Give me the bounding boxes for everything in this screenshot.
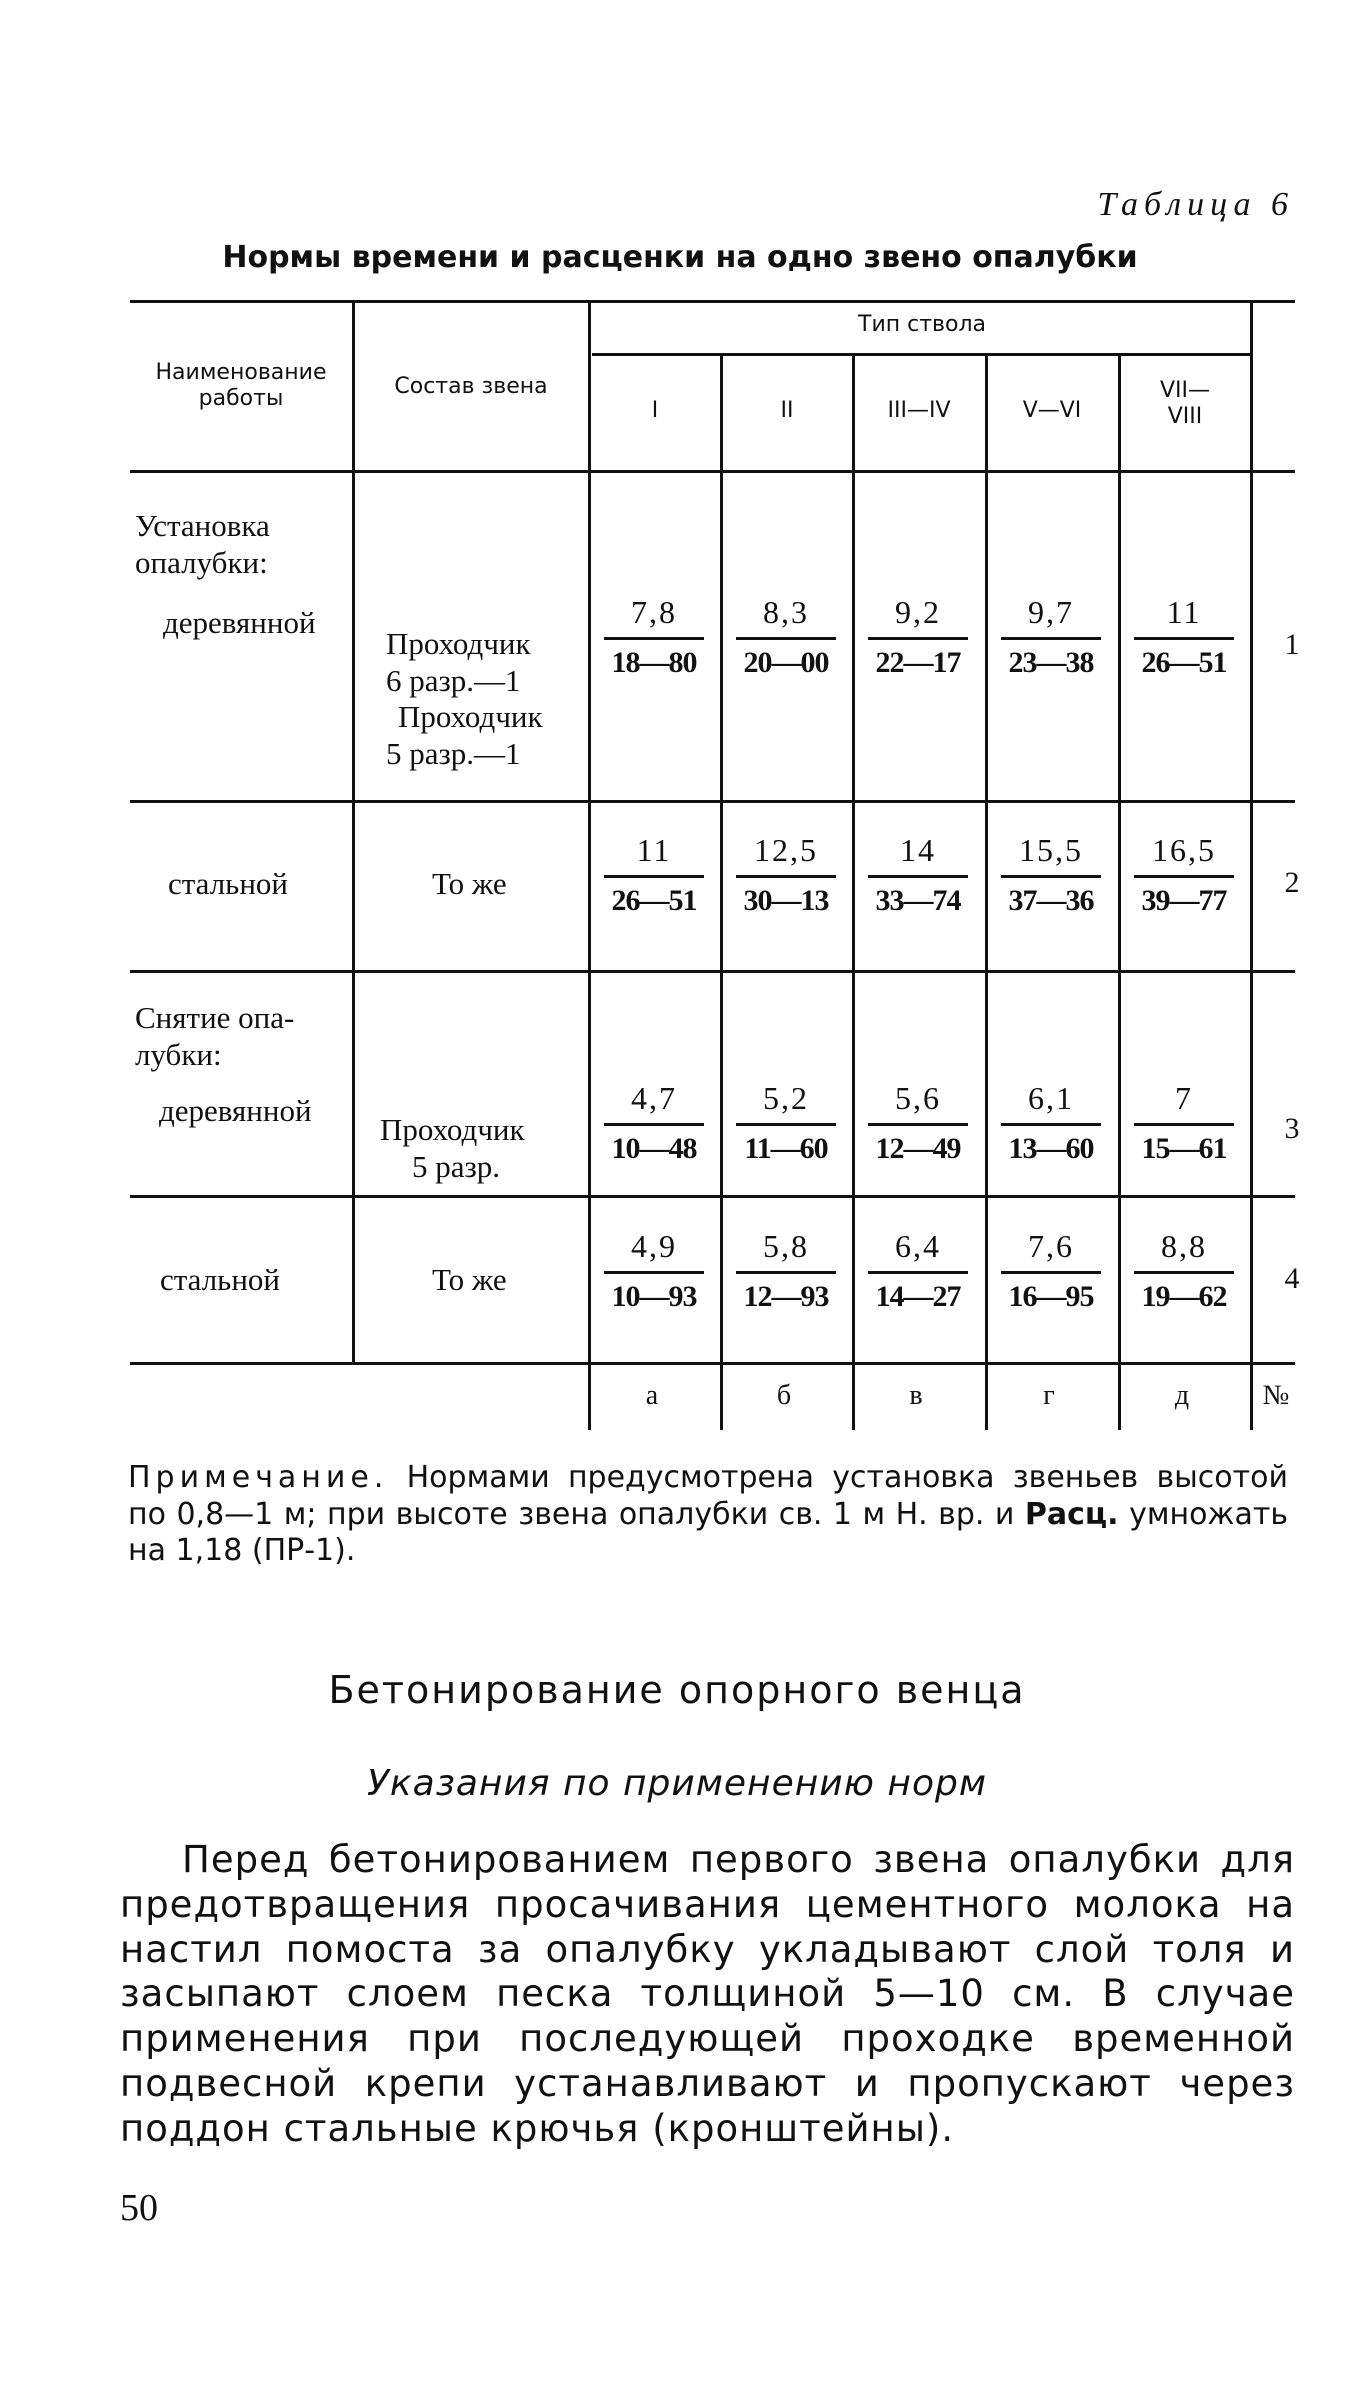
row3-crew-line-1: Проходчик [380,1112,525,1147]
norm-value: 12,5 [754,832,818,868]
header-shaft-type: Тип ствола [858,312,986,337]
table-label: Таблица 6 [1097,186,1294,223]
rate-value: 14—27 [875,1280,961,1313]
header-col-I: I [651,398,659,423]
note-bold: Расц. [1024,1496,1119,1532]
row4-number: 4 [1284,1262,1300,1295]
header-col-VIII-line: VIII [1167,403,1203,429]
rate-value: 19—62 [1141,1280,1227,1313]
norm-value: 6,1 [1028,1080,1074,1116]
col-divider-II [720,353,723,1430]
rate-value: 37—36 [1008,884,1094,917]
row3-cell-I [598,1080,710,1166]
row3-work-line-1: Снятие опа- [135,1000,295,1035]
row2-crew: То же [432,866,507,901]
shaft-type-underline [592,353,1252,356]
row4-cell-III-IV [862,1228,974,1314]
norm-value: 5,6 [895,1080,941,1116]
row1-crew-line-1: Проходчик [386,626,531,661]
row4-cell-II [730,1228,842,1314]
col-divider-I [588,300,591,1430]
row1-cell-VII-VIII [1128,594,1240,680]
row1-work [135,508,316,642]
row1-cell-II [730,594,842,680]
header-col-III-IV: III—IV [887,398,951,423]
subsection-title: Указания по применению норм [366,1763,987,1804]
row3-cell-II [730,1080,842,1166]
row2-cell-I [598,832,710,918]
col-divider-V [985,353,988,1430]
norm-value: 7,8 [631,594,677,630]
footer-col-a: а [645,1380,659,1411]
row4-crew: То же [432,1262,507,1297]
header-work-name-line-1: Наименование [155,360,327,385]
header-col-V-VI: V—VI [1022,398,1082,423]
row3-cell-III-IV [862,1080,974,1166]
rate-value: 11—60 [744,1132,828,1165]
norm-value: 11 [1166,594,1202,630]
rate-value: 15—61 [1141,1132,1227,1165]
footer-col-v: в [909,1380,923,1411]
rate-value: 10—93 [611,1280,697,1313]
header-crew: Состав звена [394,374,548,399]
row3-cell-VII-VIII [1128,1080,1240,1166]
row3-number: 3 [1284,1112,1300,1145]
norm-value: 9,7 [1028,594,1074,630]
note-label: Примечание. [128,1460,389,1495]
row3-crew-line-2: 5 разр. [412,1148,501,1184]
row2-cell-II [730,832,842,918]
row3-work-line-2: лубки: [135,1036,222,1072]
norm-value: 15,5 [1019,832,1083,868]
col-divider-VII [1118,353,1121,1430]
rate-value: 30—13 [743,884,829,917]
norm-value: 5,8 [763,1228,809,1264]
row4-cell-VII-VIII [1128,1228,1240,1314]
col-divider-num [1250,300,1253,1430]
row4-cell-V-VI [995,1228,1107,1314]
row2-cell-V-VI [995,832,1107,918]
row2-work: стальной [168,866,289,901]
norm-value: 4,9 [631,1228,677,1264]
row1-crew-line-3: Проходчик [398,699,543,735]
row1-work-line-1: Установка [135,508,270,543]
norm-value: 14 [900,832,936,868]
norm-value: 11 [636,832,672,868]
header-col-VII-line: VII— [1159,378,1211,403]
row1-work-line-2: опалубки: [135,544,268,580]
section-title: Бетонирование опорного венца [328,1668,1026,1712]
header-col-II: II [780,398,794,423]
norm-value: 6,4 [895,1228,941,1264]
rate-value: 33—74 [875,884,961,917]
row1-work-line-3: деревянной [163,605,316,641]
row1-crew-line-2: 6 разр.—1 [386,662,521,698]
header-col-VII-VIII [1122,378,1248,430]
footer-num-sign: № [1262,1380,1290,1411]
rate-value: 39—77 [1141,884,1227,917]
rate-value: 22—17 [875,646,961,679]
rate-value: 12—49 [875,1132,961,1165]
row3-work-line-3: деревянной [159,1093,312,1129]
norm-value: 9,2 [895,594,941,630]
row4-work: стальной [160,1262,281,1297]
row2-cell-VII-VIII [1128,832,1240,918]
norm-value: 5,2 [763,1080,809,1116]
row3-cell-V-VI [995,1080,1107,1166]
note-text: Нормами предусмотрена установка звеньев высотой по 0,8—1 м; при высоте звена опалубки св. 1 м Н. вр. и [128,1460,1288,1532]
rate-value: 26—51 [1141,646,1227,679]
row2-cell-III-IV [862,832,974,918]
rate-value: 26—51 [611,884,697,917]
norm-value: 16,5 [1152,832,1216,868]
row3-work [135,1000,312,1130]
col-divider-crew [352,300,355,1362]
page-number: 50 [120,2187,158,2229]
note-text-end: умножать на 1,18 (ПР-1). [128,1496,1288,1569]
rate-value: 13—60 [1008,1132,1094,1165]
rate-value: 12—93 [743,1280,829,1313]
row1-crew [386,626,543,772]
table-title: Нормы времени и расценки на одно звено опалубки [222,240,1138,275]
norm-value: 4,7 [631,1080,677,1116]
rate-value: 10—48 [611,1132,697,1165]
row1-crew-line-4: 5 разр.—1 [386,735,521,771]
norm-value: 7 [1175,1080,1193,1116]
row1-cell-V-VI [995,594,1107,680]
rate-value: 20—00 [743,646,829,679]
rate-value: 16—95 [1008,1280,1094,1313]
row1-number: 1 [1284,628,1300,661]
table-top-border [130,300,1295,303]
rate-value: 18—80 [611,646,697,679]
body-paragraph: Перед бетонированием первого звена опалубки для предотвращения просачивания цементного молока на настил помоста за опалубку укладывают слой толя и засыпают слоем песка толщиной 5—10 см. В случае применения при последующей проходке временной подвесной крепи устанавливают и пропускают через поддон стальные крючья (кронштейны). [120,1838,1295,2150]
row1-cell-III-IV [862,594,974,680]
header-work-name [135,360,347,412]
footer-col-d: д [1174,1380,1190,1411]
table-note [128,1460,1288,1570]
row2-number: 2 [1284,866,1300,899]
row1-cell-I [598,594,710,680]
rate-value: 23—38 [1008,646,1094,679]
norm-value: 7,6 [1028,1228,1074,1264]
footer-col-g: г [1043,1380,1055,1411]
col-divider-III [852,353,855,1430]
norm-value: 8,8 [1161,1228,1207,1264]
row4-cell-I [598,1228,710,1314]
header-work-name-line-2: работы [198,385,284,411]
row3-crew [380,1112,580,1185]
norm-value: 8,3 [763,594,809,630]
footer-col-b: б [776,1380,792,1411]
